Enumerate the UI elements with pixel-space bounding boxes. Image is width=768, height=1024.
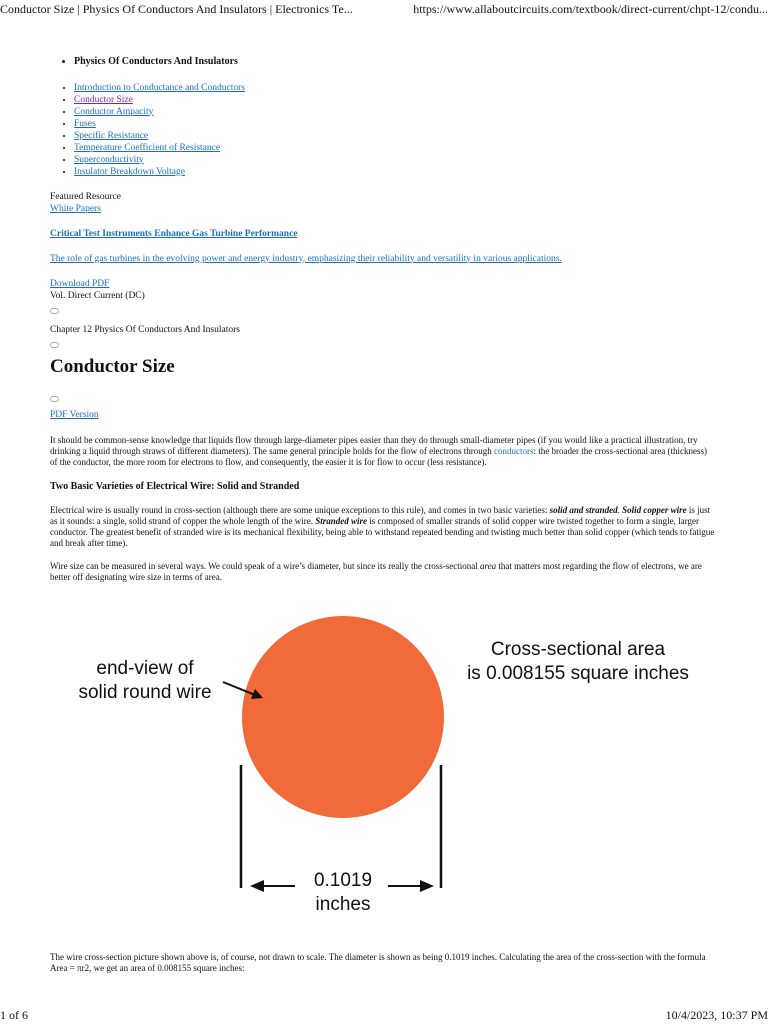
nav-link-temperature-coefficient[interactable]: Temperature Coefficient of Resistance xyxy=(74,142,221,153)
p2-emphasis-solid: Solid copper wire xyxy=(622,504,687,515)
label-end-view: end-view of xyxy=(96,658,194,679)
dimension-arrow-right-icon xyxy=(420,880,434,892)
nav-item-temperature-coefficient xyxy=(74,142,715,154)
nav-item-superconductivity xyxy=(74,154,715,166)
download-pdf-link[interactable]: Download PDF xyxy=(50,278,110,289)
pdf-icon xyxy=(50,396,59,402)
featured-category-link[interactable]: White Papers xyxy=(50,203,101,214)
p2-text-c: . xyxy=(617,504,623,515)
p3-text-c: that matters most regarding the flow of electrons, we are better off designating wire size in terms of area. xyxy=(50,560,702,582)
page-tab-title: Conductor Size | Physics Of Conductors And Insulators | Electronics Te... xyxy=(0,2,353,16)
chapter-breadcrumb: Chapter 12 Physics Of Conductors And Insulators xyxy=(50,324,240,335)
page-url: https://www.allaboutcircuits.com/textbook/direct-current/chpt-12/condu... xyxy=(413,2,768,16)
nav-link-insulator-breakdown[interactable]: Insulator Breakdown Voltage xyxy=(74,166,185,177)
dimension-unit: inches xyxy=(315,894,371,915)
nav-link-introduction[interactable]: Introduction to Conductance and Conductors xyxy=(74,82,245,93)
subheading-wire-varieties: Two Basic Varieties of Electrical Wire: Solid and Stranded xyxy=(50,481,300,492)
featured-headline-link[interactable]: Critical Test Instruments Enhance Gas Turbine Performance xyxy=(50,228,298,239)
nav-link-conductor-ampacity[interactable]: Conductor Ampacity xyxy=(74,106,154,117)
label-cross-sectional-area: Cross-sectional area xyxy=(490,639,666,660)
nav-item-specific-resistance xyxy=(74,130,715,142)
p3-text-a: Wire size can be measured in several ways. We could speak of a wire’s diameter, but since its really the cross-sectional xyxy=(50,560,480,571)
calculation-paragraph: The wire cross-section picture shown above is, of course, not drawn to scale. The diameter is shown as being 0.1019 inches. Calculating the area of the cross-section with the formula Area = πr2, we get an area of 0.008155 square inches: xyxy=(50,952,706,973)
nav-item-introduction xyxy=(74,82,715,94)
nav-item-conductor-size xyxy=(74,94,715,106)
conductors-link[interactable]: conductors xyxy=(494,446,534,456)
nav-item-fuses xyxy=(74,118,715,130)
wire-cross-section-figure xyxy=(50,600,715,925)
dimension-value: 0.1019 xyxy=(313,870,373,891)
chapter-nav-list xyxy=(50,82,715,178)
intro-text-1: It should be common-sense knowledge that liquids flow through large-diameter pipes easier than they do through small-diameter pipes (if you would like a practical illustration, try drinking a liquid through straws of different diameters). The same general principle holds for the flow of electrons through xyxy=(50,435,698,456)
nav-link-superconductivity[interactable]: Superconductivity xyxy=(74,154,144,165)
wire-cross-section-circle xyxy=(242,616,444,818)
dimension-arrow-left-icon xyxy=(250,880,264,892)
featured-label: Featured Resource xyxy=(50,191,121,202)
intro-text-2: : the broader the cross-sectional area (thickness) of the conductor, the more room for electrons to flow, and consequently, the easier it is for flow to occur (less resistance). xyxy=(50,446,707,467)
wire-varieties-paragraph xyxy=(50,505,715,549)
wire-diagram xyxy=(50,600,715,925)
nav-link-fuses[interactable]: Fuses xyxy=(74,118,96,129)
page-number: 1 of 6 xyxy=(0,1008,28,1022)
print-header xyxy=(0,0,768,18)
chevron-icon xyxy=(50,342,59,348)
p2-text-e: is just as it sounds: a single, solid strand of copper the whole length of the wire. xyxy=(50,504,711,526)
main-content xyxy=(50,56,715,583)
p2-text-g: is composed of smaller strands of solid copper wire twisted together to form a single, larger conductor. The greatest benefit of stranded wire is its mechanical flexibility, being able to withstand repeated bending and twisting much better than solid copper (which tends to fatigue and break after time). xyxy=(50,515,715,548)
nav-item-insulator-breakdown xyxy=(74,166,715,178)
nav-link-conductor-size[interactable]: Conductor Size xyxy=(74,94,133,105)
label-solid-round-wire: solid round wire xyxy=(78,682,212,703)
chevron-icon xyxy=(50,308,59,314)
featured-resource xyxy=(50,191,715,348)
nav-link-specific-resistance[interactable]: Specific Resistance xyxy=(74,130,149,141)
p2-text-a: Electrical wire is usually round in cross-section (although there are some unique exceptions to this rule), and comes in two basic varieties: xyxy=(50,504,550,515)
chapter-nav-heading: • Physics Of Conductors And Insulators xyxy=(74,56,715,68)
label-area-value: is 0.008155 square inches xyxy=(467,663,689,684)
chapter-nav xyxy=(50,56,715,68)
p3-emphasis-area: area xyxy=(479,560,497,571)
print-datetime: 10/4/2023, 10:37 PM xyxy=(665,1008,768,1022)
p2-emphasis-stranded: Stranded wire xyxy=(315,515,367,526)
volume-breadcrumb: Vol. Direct Current (DC) xyxy=(50,290,145,301)
nav-item-conductor-ampacity xyxy=(74,106,715,118)
p2-emphasis-solid-stranded: solid and stranded xyxy=(549,504,618,515)
wire-size-paragraph xyxy=(50,561,715,583)
print-footer xyxy=(0,1008,768,1024)
pdf-version-link[interactable]: PDF Version xyxy=(50,409,99,420)
featured-summary-link[interactable]: The role of gas turbines in the evolving power and energy industry, emphasizing their reliability and versatility in various applications. xyxy=(50,253,562,264)
intro-paragraph xyxy=(50,435,715,468)
page-title: Conductor Size xyxy=(50,355,175,377)
